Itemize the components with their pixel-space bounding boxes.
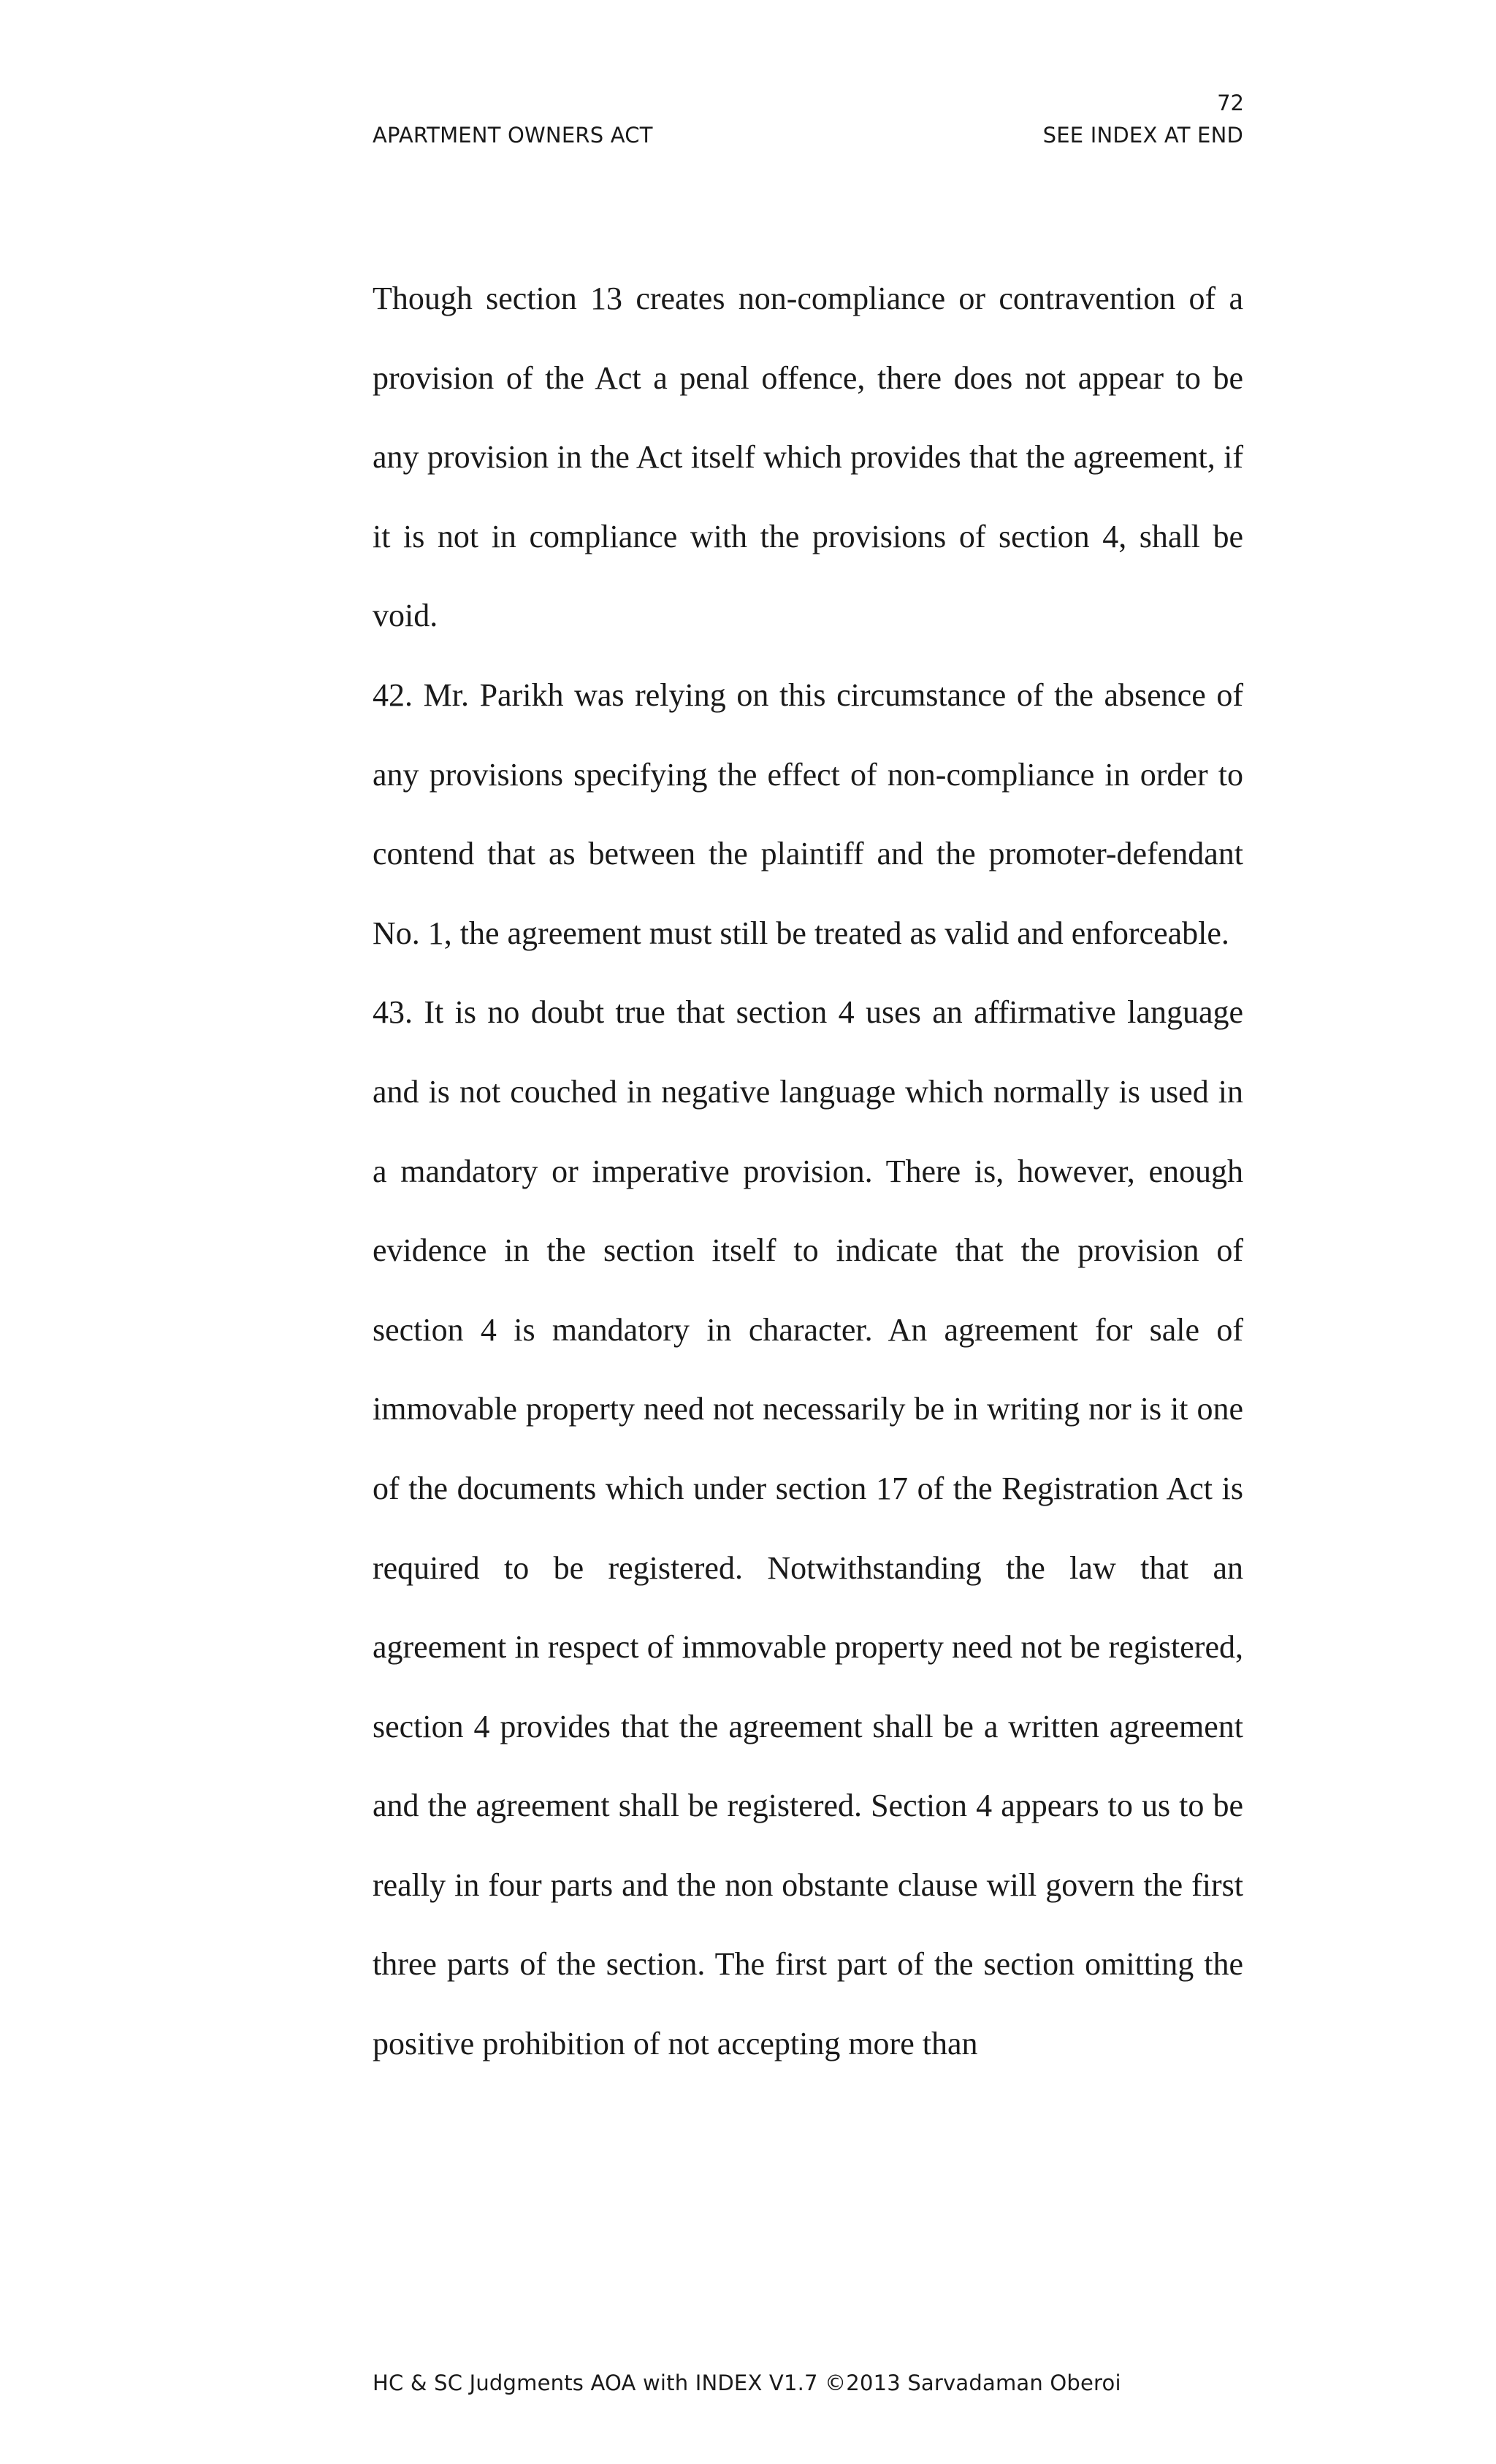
- header-right-title: SEE INDEX AT END: [1042, 123, 1243, 148]
- document-body: [373, 259, 1243, 2084]
- running-header: [373, 123, 1243, 148]
- paragraph-section-13: Though section 13 creates non-compliance or contravention of a provision of the Act a penal offence, there does not appear to be any provision in the Act itself which provides that the agreement, if it is not in compliance with the provisions of section 4, shall be void.: [373, 281, 1243, 634]
- paragraph-42: 42. Mr. Parikh was relying on this circumstance of the absence of any provisions specifying the effect of non-compliance in order to contend that as between the plaintiff and the promoter-defendant No. 1, the agreement must still be treated as valid and enforceable.: [373, 676, 1243, 951]
- header-left-title: APARTMENT OWNERS ACT: [373, 123, 653, 148]
- page-footer: HC & SC Judgments AOA with INDEX V1.7 ©2013 Sarvadaman Oberoi: [373, 2370, 1121, 2395]
- page-number: 72: [1217, 91, 1244, 115]
- paragraph-43: 43. It is no doubt true that section 4 uses an affirmative language and is not couched in negative language which normally is used in a mandatory or imperative provision. There is, however, enough evidence in the section itself to indicate that the provision of section 4 is mandatory in character. An agreement for sale of immovable property need not necessarily be in writing nor is it one of the documents which under section 17 of the Registration Act is required to be registered. Notwithstanding the law that an agreement in respect of immovable property need not be registered, section 4 provides that the agreement shall be a written agreement and the agreement shall be registered. Section 4 appears to us to be really in four parts and the non obstante clause will govern the first three parts of the section. The first part of the section omitting the positive prohibition of not accepting more than: [373, 994, 1243, 2062]
